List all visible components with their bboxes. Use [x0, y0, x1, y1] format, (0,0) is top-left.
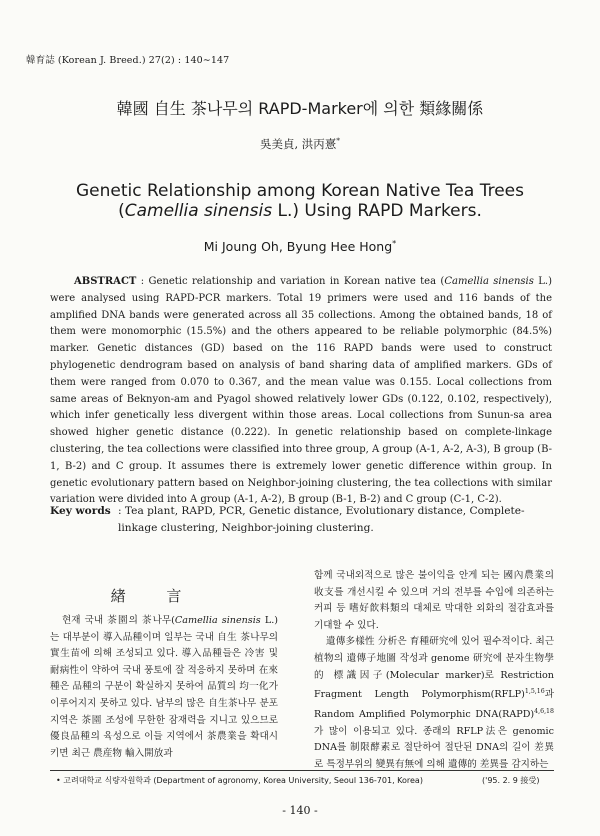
korean-title: 韓國 自生 茶나무의 RAPD-Marker에 의한 類緣關係 [116, 99, 484, 118]
korean-author-mark: * [336, 136, 341, 146]
korean-author-names: 吳美貞, 洪丙憙 [259, 137, 337, 151]
left-column [50, 613, 278, 762]
english-title-species: Camellia sinensis [124, 201, 273, 221]
keywords-label: Key words [50, 505, 111, 517]
citation-ref-2: 4,6,18 [534, 707, 554, 715]
right-column [314, 568, 554, 774]
english-title-line1: Genetic Relationship among Korean Native Tea Trees [76, 181, 524, 201]
intro-p2-text-c: 가 많이 이용되고 있다. 종래의 RFLP法은 genomic DNA를 制限酵素로 절단하여 절단된 DNA의 길이 差異로 특정부위의 變異有無에 의해 遺傳的 差異를 감지하는 [314, 725, 554, 770]
abstract [50, 274, 552, 509]
citation-ref-1: 1,5,16 [524, 688, 545, 696]
affiliation-footnote: • 고려대학교 식량자원학과 (Department of agronomy, Korea University, Seoul 136-701, Korea) [56, 776, 423, 785]
english-title-paren: ( [118, 201, 125, 221]
abstract-text-a: : Genetic relationship and variation in Korean native tea ( [136, 276, 445, 287]
english-author-names: Mi Joung Oh, Byung Hee Hong [203, 239, 393, 255]
journal-header: 韓育誌 (Korean J. Breed.) 27(2) : 140∼147 [26, 55, 230, 66]
abstract-species: Camellia sinensis [444, 276, 534, 287]
footnote-divider [50, 770, 554, 771]
intro-text-a: 현재 국내 茶園의 茶나무( [62, 615, 175, 626]
received-date: ('95. 2. 9 接受) [482, 776, 540, 785]
intro-species: Camellia sinensis [174, 615, 261, 626]
english-title-rest: L.) Using RAPD Markers. [272, 201, 482, 221]
korean-authors [0, 136, 600, 152]
intro-p2-text-a: 遺傳多樣性 分析은 育種研究에 있어 필수적이다. 최근 植物의 遺傳子地圖 작성과 genome 研究에 분자生物學的 標識因子(Molecular marker)로 Restriction Fragment Length Polymorphism(RFLP) [314, 636, 554, 701]
intro-paragraph-1-continued: 함께 국내외적으로 많은 불이익을 안게 되는 國內農業의 收支를 개선시킬 수 있으며 거의 전부를 수입에 의존하는 커피 등 嗜好飮料類의 대체로 막대한 외화의 절감효과를 기대할 수 있다. [314, 570, 554, 631]
abstract-label: ABSTRACT [74, 276, 137, 287]
intro-text-b: L.)는 대부분이 導入品種이며 일부는 국내 自生 茶나무의 實生苗에 의해 조성되고 있다. 導入品種들은 冷害 및 耐病性이 약하여 국내 풍토에 잘 적응하지 못하며 在來種은 品種의 구분이 확실하지 못하여 品質의 均一化가 이루어지지 못하고 있다. 남부의 많은 自生茶나무 분포지역은 茶園 조성에 무한한 잠재력을 지니고 있으므로 優良品種의 육성으로 이들 지역에서 茶農業을 확대시키면 최근 農産物 輸入開放과 [50, 615, 278, 759]
english-author-mark: * [392, 238, 397, 248]
english-authors [0, 238, 600, 254]
intro-paragraph-1 [50, 613, 278, 762]
abstract-text-b: L.) were analysed using RAPD-PCR markers. Total 19 primers were used and 116 bands of the amplified DNA bands were generated across all 35 collections. Among the obtained bands, 18 of them were monomorphic (15.5%) and the others appeared to be reliable polymorphic (84.5%) marker. Genetic distances (GD) based on the 116 RAPD bands were used to construct phylogenetic dendrogram based on analysis of band sharing data of amplified markers. GDs of them were ranged from 0.070 to 0.367, and the mean value was 0.155. Local collections from same areas of Beknyon-am and Pyagol showed relatively lower GDs (0.122, 0.102, respectively), which infer genetically less divergent within those areas. Local collections from Sunun-sa area showed higher genetic distance (0.222). In genetic relationship based on complete-linkage clustering, the tea collections were classified into three group, A group (A-1, A-2, A-3), B group (B-1, B-2) and C group. It assumes there is extremely lower genetic difference within group. In genetic evolutionary pattern based on Neighbor-joining clustering, the tea collections with similar variation were divided into A group (A-1, A-2), B group (B-1, B-2) and C group (C-1, C-2). [50, 276, 552, 506]
keywords [50, 503, 552, 537]
intro-p2-text-b: 과 Random Amplified Polymorphic DNA(RAPD) [314, 689, 554, 721]
introduction-heading: 緖 言 [110, 587, 200, 605]
page-number: - 140 - [282, 804, 318, 817]
intro-paragraph-2 [314, 634, 554, 773]
keywords-text: : Tea plant, RAPD, PCR, Genetic distance, Evolutionary distance, Complete-linkage clustering, Neighbor-joining clustering. [118, 505, 525, 534]
english-title-line2 [0, 201, 600, 221]
